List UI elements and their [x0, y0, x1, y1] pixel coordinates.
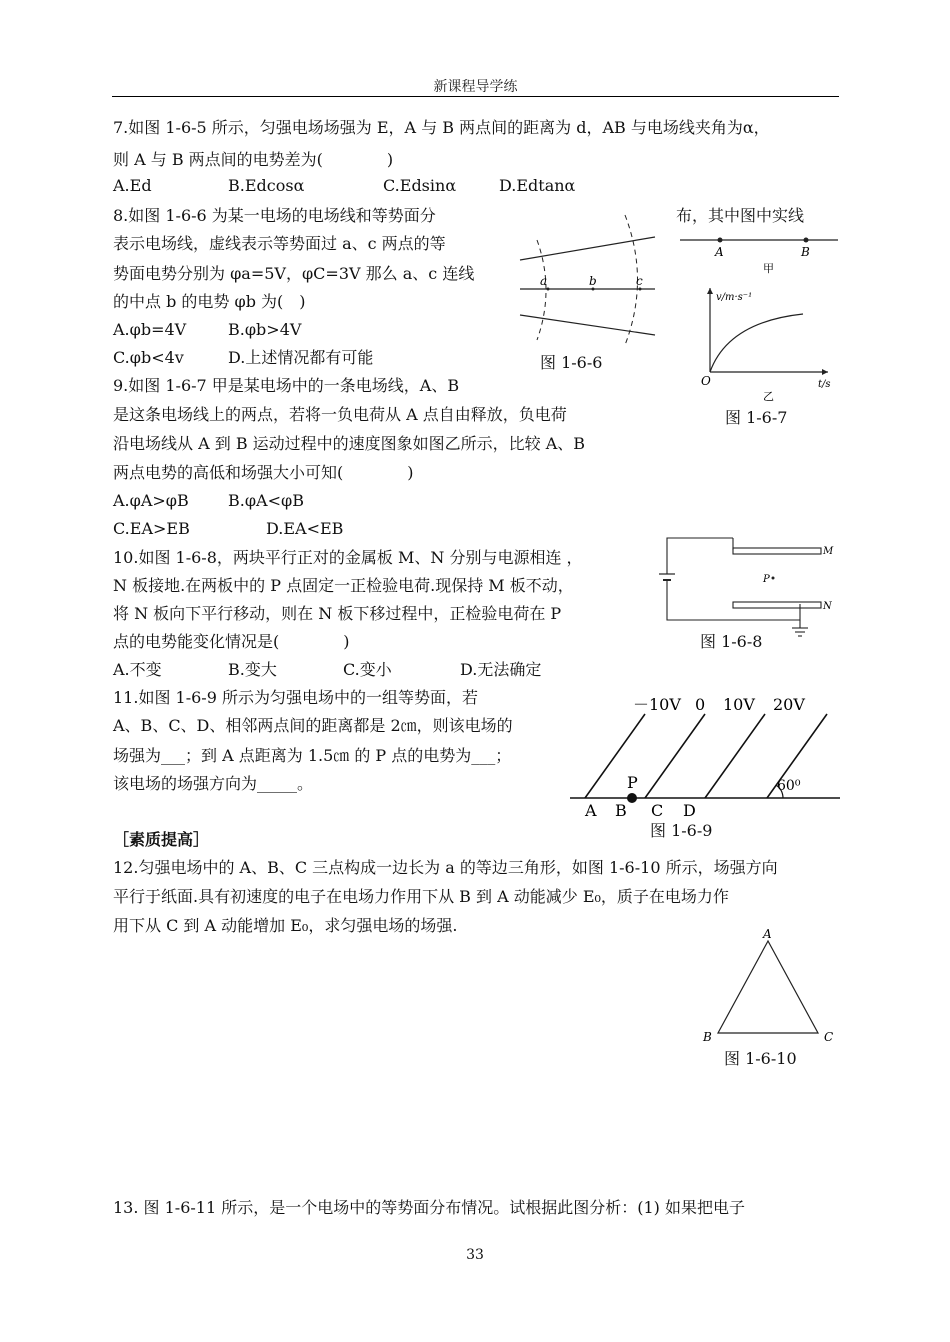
- q8-option-a: A.φb=4V: [113, 320, 187, 339]
- fig10-label-B: B: [703, 1030, 712, 1044]
- fig9-pot-neg10: －10V: [633, 695, 681, 714]
- fig6-label-c: c: [636, 274, 643, 288]
- fig8-label-N: N: [823, 601, 832, 612]
- figure-1-6-8-caption: 图 1-6-8: [700, 632, 763, 651]
- fig7-label-taxis: t/s: [818, 379, 831, 390]
- q11-line1: 11.如图 1-6-9 所示为匀强电场中的一组等势面，若: [113, 688, 478, 707]
- fig9-pot-10: 10V: [723, 695, 755, 714]
- figure-1-6-7: [678, 230, 843, 403]
- q12-line2: 平行于纸面.具有初速度的电子在电场力作用下从 B 到 A 动能减少 E₀，质子在电场力作: [113, 887, 729, 906]
- q8-line2: 表示电场线，虚线表示等势面过 a、c 两点的等: [113, 234, 446, 253]
- q10-option-c: C.变小: [343, 660, 392, 679]
- q9-line3: 沿电场线从 A 到 B 运动过程中的速度图象如图乙所示，比较 A、B: [113, 434, 586, 453]
- fig9-label-B: B: [615, 801, 627, 820]
- q12-line3: 用下从 C 到 A 动能增加 E₀，求匀强电场的场强.: [113, 916, 458, 935]
- fig10-label-A: A: [763, 927, 772, 941]
- fig9-label-D: D: [683, 801, 696, 820]
- q8-line1: 8.如图 1-6-6 为某一电场的电场线和等势面分: [113, 206, 436, 225]
- fig9-pot-20: 20V: [773, 695, 805, 714]
- figure-1-6-10: [700, 925, 840, 1050]
- fig9-label-A: A: [585, 801, 597, 820]
- fig9-angle: 60⁰: [777, 778, 801, 794]
- q10-option-a: A.不变: [113, 660, 162, 679]
- q11-line3: 场强为___；到 A 点距离为 1.5㎝ 的 P 点的电势为___；: [113, 746, 512, 765]
- q8-option-c: C.φb<4v: [113, 348, 184, 367]
- q11-line4: 该电场的场强方向为_____。: [113, 774, 314, 793]
- q10-option-b: B.变大: [228, 660, 277, 679]
- figure-1-6-7-caption: 图 1-6-7: [725, 408, 788, 427]
- q10-line4: 点的电势能变化情况是( ): [113, 632, 350, 651]
- header-rule: [112, 96, 839, 97]
- fig7-label-jia: 甲: [763, 262, 774, 275]
- figure-1-6-8: [655, 532, 840, 640]
- q7-option-b: B.Edcosα: [228, 176, 305, 195]
- q13-line1: 13. 图 1-6-11 所示，是一个电场中的等势面分布情况。试根据此图分析：(1) 如果把电子: [113, 1198, 745, 1217]
- fig6-label-a: a: [540, 274, 548, 288]
- fig7-label-yi: 乙: [763, 390, 774, 403]
- fig7-label-B: B: [801, 245, 810, 259]
- figure-1-6-10-caption: 图 1-6-10: [724, 1049, 797, 1068]
- fig10-label-C: C: [824, 1030, 834, 1044]
- figure-1-6-9-caption: 图 1-6-9: [650, 821, 713, 840]
- page-header: 新课程导学练: [433, 79, 518, 95]
- fig7-label-A: A: [715, 245, 724, 259]
- q9-line4: 两点电势的高低和场强大小可知( ): [113, 463, 414, 482]
- q8-option-d: D.上述情况都有可能: [228, 348, 374, 367]
- fig9-pot-0: 0: [695, 695, 706, 714]
- fig9-label-C: C: [651, 801, 664, 820]
- q9-line2: 是这条电场线上的两点，若将一负电荷从 A 点自由释放，负电荷: [113, 405, 567, 424]
- q10-option-d: D.无法确定: [460, 660, 542, 679]
- q11-line2: A、B、C、D、相邻两点间的距离都是 2㎝，则该电场的: [113, 716, 513, 735]
- fig6-label-b: b: [589, 274, 597, 288]
- q7-line2: 则 A 与 B 两点间的电势差为( ): [113, 150, 394, 169]
- fig9-label-P: P: [627, 773, 638, 792]
- q7-line1: 7.如图 1-6-5 所示，匀强电场场强为 E，A 与 B 两点间的距离为 d，AB 与电场线夹角为α，: [113, 118, 770, 137]
- q7-option-a: A.Ed: [113, 176, 152, 195]
- q10-line3: 将 N 板向下平行移动，则在 N 板下移过程中，正检验电荷在 P: [113, 604, 562, 623]
- q10-line2: N 板接地.在两板中的 P 点固定一正检验电荷.现保持 M 板不动，: [113, 576, 574, 595]
- fig7-label-origin: O: [701, 374, 711, 388]
- q9-option-a: A.φA>φB: [113, 491, 189, 510]
- figure-1-6-6: [515, 205, 665, 355]
- q9-option-d: D.EA<EB: [266, 519, 344, 538]
- fig8-label-M: M: [823, 546, 834, 557]
- q9-line1: 9.如图 1-6-7 甲是某电场中的一条电场线，A、B: [113, 376, 460, 395]
- q9-option-b: B.φA<φB: [228, 491, 304, 510]
- q8-option-b: B.φb>4V: [228, 320, 302, 339]
- fig8-label-P: P: [763, 574, 770, 585]
- figure-1-6-9: [565, 690, 845, 825]
- q10-line1: 10.如图 1-6-8，两块平行正对的金属板 M、N 分别与电源相连 ，: [113, 548, 583, 567]
- q8-line3: 势面电势分别为 φa=5V，φC=3V 那么 a、c 连线: [113, 264, 475, 283]
- q7-option-c: C.Edsinα: [383, 176, 457, 195]
- fig7-label-vaxis: v/m·s⁻¹: [716, 292, 753, 303]
- q7-option-d: D.Edtanα: [499, 176, 576, 195]
- q8-line4: 的中点 b 的电势 φb 为( ): [113, 292, 306, 311]
- section-heading: ［素质提高］: [113, 830, 210, 849]
- q9-option-c: C.EA>EB: [113, 519, 190, 538]
- q12-line1: 12.匀强电场中的 A、B、C 三点构成一边长为 a 的等边三角形，如图 1-6-10 所示，场强方向: [113, 858, 778, 877]
- page-number: 33: [466, 1247, 484, 1263]
- q9-right-text: 布，其中图中实线: [676, 206, 805, 225]
- figure-1-6-6-caption: 图 1-6-6: [540, 353, 603, 372]
